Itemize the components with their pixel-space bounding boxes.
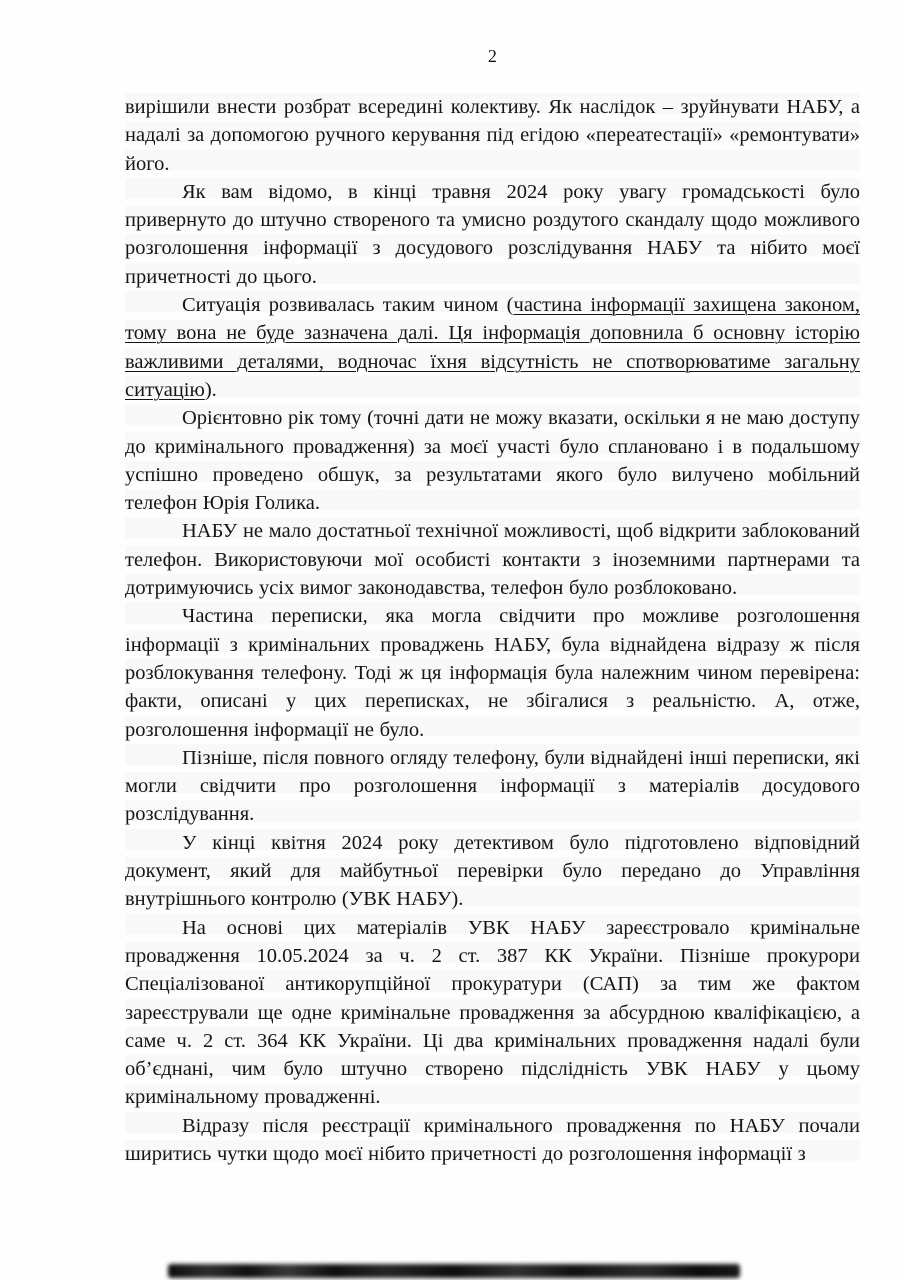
underlined-passage: частина інформації захищена законом, тому вона не буде зазначена далі. Ця інформація доповнила б основну історію важливими деталями, водночас їхня відсутність не спотворюватиме загальну ситуацію (125, 294, 860, 401)
text-segment: У кінці квітня 2024 року детективом було підготовлено відповідний документ, який для майбутньої перевірки було передано до Управління внутрішнього контролю (УВК НАБУ). (125, 831, 860, 911)
text-segment: На основі цих матеріалів УВК НАБУ зареєстровало кримінальне провадження 10.05.2024 за ч. 2 ст. 387 КК України. Пізніше прокурори Спеціалізованої антикорупційної прокуратури (САП) за тим же фактом зареєстрували ще одне кримінальне провадження за абсурдною кваліфікацією, а саме ч. 2 ст. 364 КК України. Ці два кримінальних провадження надалі були об’єднані, чим було штучно створено підслідність УВК НАБУ у цьому кримінальному провадженні. (125, 916, 860, 1109)
paragraph (125, 829, 860, 914)
paragraph (125, 93, 860, 178)
text-segment: Ситуація розвивалась таким чином ( (182, 294, 514, 317)
text-segment: Відразу після реєстрації кримінального провадження по НАБУ почали ширитись чутки щодо моєї нібито причетності до розголошення інформації з (125, 1114, 860, 1165)
text-segment: Пізніше, після повного огляду телефону, були віднайдені інші переписки, які могли свідчити про розголошення інформації з матеріалів досудового розслідування. (125, 746, 860, 826)
paragraph (125, 404, 860, 517)
paragraph (125, 602, 860, 743)
text-segment: Як вам відомо, в кінці травня 2024 року увагу громадськості було привернуто до штучно створеного та умисно роздутого скандалу щодо можливого розголошення інформації з досудового розслідування НАБУ та нібито моєї причетності до цього. (125, 180, 860, 288)
paragraph (125, 744, 860, 829)
paragraph (125, 178, 860, 291)
text-segment: НАБУ не мало достатньої технічної можливості, щоб відкрити заблокований телефон. Використовуючи мої особисті контакти з іноземними партнерами та дотримуючись усіх вимог законодавства, телефон було розблоковано. (125, 520, 860, 600)
text-segment: Орієнтовно рік тому (точні дати не можу вказати, оскільки я не маю доступу до кримінального провадження) за моєї участі було сплановано і в подальшому успішно проведено обшук, за результатами якого було вилучено мобільний телефон Юрія Голика. (125, 407, 860, 515)
document-body (125, 93, 860, 1168)
text-segment: ). (204, 378, 217, 401)
paragraph (125, 517, 860, 602)
text-segment: Частина переписки, яка могла свідчити про можливе розголошення інформації з кримінальних проваджень НАБУ, була віднайдена відразу ж після розблокування телефону. Тоді ж ця інформація була належним чином перевірена: факти, описані у цих переписках, не збігалися з реальністю. А, отже, розголошення інформації не було. (125, 605, 860, 741)
paragraph (125, 914, 860, 1112)
text-segment: вирішили внести розбрат всередині колективу. Як наслідок – зруйнувати НАБУ, а надалі за допомогою ручного керування під егідою «переатестації» «ремонтувати» його. (125, 96, 860, 175)
paragraph (125, 1112, 860, 1169)
page-number: 2 (487, 46, 498, 66)
paragraph (125, 291, 860, 404)
blurred-cutoff-text-strip (168, 1264, 740, 1278)
